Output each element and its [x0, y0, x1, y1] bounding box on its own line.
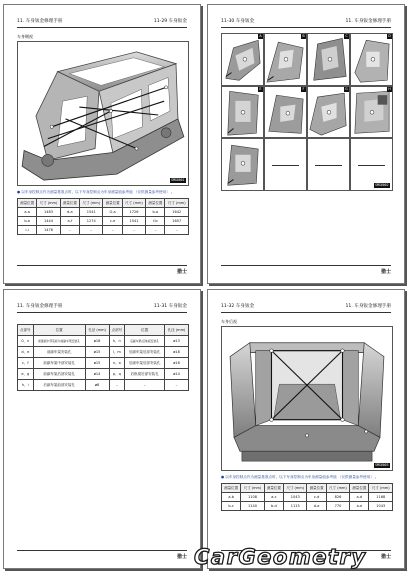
- manual-page-30: [207, 4, 405, 284]
- col-header: 位置: [33, 325, 85, 336]
- table-cell: a-b: [222, 493, 241, 502]
- detail-illustration: [308, 34, 349, 85]
- col-header: 测量位置: [222, 484, 241, 493]
- table-cell: p、q: [109, 369, 125, 380]
- section-title: 11. 车身钣金修理手册: [345, 304, 391, 309]
- table-cell: –: [103, 226, 122, 235]
- car-body-rear-illustration: [222, 327, 392, 470]
- footer-divider: [17, 265, 187, 266]
- detail-view-d: [350, 33, 393, 86]
- detail-illustration: [351, 34, 392, 85]
- page-number: 11-32 车身钣金: [221, 304, 255, 309]
- figure-code: SMG0003: [375, 463, 389, 467]
- detail-view-f: [264, 86, 307, 139]
- col-header: 尺寸 (mm): [369, 484, 393, 493]
- table-row: [18, 226, 189, 235]
- table-cell: 1476: [37, 226, 60, 235]
- table-cell: ø15: [85, 347, 109, 358]
- detail-illustration: [351, 87, 392, 138]
- car-body-side-illustration: [18, 42, 188, 185]
- table-cell: 1444: [37, 217, 60, 226]
- detail-illustration: [265, 87, 306, 138]
- footer-divider: [221, 265, 391, 266]
- table-cell: k、n: [109, 336, 125, 347]
- detail-illustration: [308, 87, 349, 138]
- table-cell: ø16: [165, 358, 189, 369]
- col-header: 尺寸 (mm): [37, 199, 60, 208]
- table-cell: b-a: [18, 217, 37, 226]
- table-cell: 前副车架中部安装孔: [33, 358, 85, 369]
- table-cell: h、i: [18, 380, 34, 391]
- section-title: 11. 车身钣金修理手册: [17, 19, 63, 24]
- figure-code: SMG0001: [171, 178, 185, 182]
- table-cell: 1726: [122, 208, 145, 217]
- page-number: 11-30 车身钣金: [221, 19, 255, 24]
- view-letter: D: [388, 34, 391, 38]
- col-header: 测量位置: [103, 199, 122, 208]
- brand-wordmark: CarGeometry: [194, 545, 367, 569]
- col-header: 孔径 (mm): [85, 325, 109, 336]
- table-cell: 1607: [165, 217, 189, 226]
- table-cell: a-e: [350, 502, 369, 511]
- table-row: [18, 380, 189, 391]
- table-cell: c-e: [103, 217, 122, 226]
- col-header: 尺寸 (mm): [122, 199, 145, 208]
- detail-illustration: [222, 34, 263, 85]
- table-header-row: [18, 325, 189, 336]
- view-letter: G: [345, 86, 348, 91]
- table-cell: 后副车架/后地板安装孔: [125, 336, 165, 347]
- table-cell: ø14: [85, 369, 109, 380]
- table-cell: 770: [326, 502, 349, 511]
- col-header: 尺寸 (mm): [284, 484, 307, 493]
- table-cell: 前副车架后部安装孔: [33, 369, 85, 380]
- table-cell: –: [165, 226, 189, 235]
- col-header: 测量位置: [146, 199, 165, 208]
- table-row: [18, 369, 189, 380]
- detail-illustration: [222, 87, 263, 138]
- table-cell: 1115: [284, 502, 307, 511]
- page-footer-brand: 猎士: [380, 269, 391, 275]
- dimension-table: [17, 198, 189, 235]
- table-cell: c、f: [18, 358, 34, 369]
- table-cell: 前副车架安装孔: [33, 347, 85, 358]
- table-cell: 前围板中部底板与前副车架安装孔: [33, 336, 85, 347]
- table-row: [18, 336, 189, 347]
- header-divider: [221, 312, 391, 313]
- table-cell: a-a: [18, 208, 37, 217]
- table-cell: G-a: [103, 208, 122, 217]
- view-letter: C: [345, 34, 348, 38]
- table-cell: –: [122, 226, 145, 235]
- col-header: 位置: [125, 325, 165, 336]
- table-cell: 后副车架后部安装孔: [125, 347, 165, 358]
- col-header: 测量位置: [307, 484, 326, 493]
- detail-view-i: [221, 138, 264, 191]
- table-cell: 后副车架前部安装孔: [33, 380, 85, 391]
- table-cell: a-d: [350, 493, 369, 502]
- detail-illustration: [265, 34, 306, 85]
- detail-view-a: [221, 33, 264, 86]
- view-letter: E: [259, 86, 262, 91]
- detail-view-e: [221, 86, 264, 139]
- manual-page-32: [207, 289, 405, 569]
- table-row: [222, 493, 393, 502]
- table-cell: 1043: [369, 502, 393, 511]
- figure-code: SMG0002: [375, 182, 389, 187]
- table-cell: –: [60, 226, 79, 235]
- table-cell: ø13: [165, 336, 189, 347]
- table-cell: 1168: [369, 493, 393, 502]
- table-cell: 1043: [284, 493, 307, 502]
- col-header: 测量位置: [60, 199, 79, 208]
- table-cell: ø18: [85, 336, 109, 347]
- view-letter: F: [302, 86, 305, 91]
- table-cell: ø18: [165, 347, 189, 358]
- table-row: [18, 217, 189, 226]
- col-header: 点部号: [109, 325, 125, 336]
- table-cell: b-a: [146, 208, 165, 217]
- col-header: 尺寸 (mm): [80, 199, 103, 208]
- table-cell: –: [165, 380, 189, 391]
- table-cell: n、o: [109, 358, 125, 369]
- table-cell: b-c: [222, 502, 241, 511]
- col-header: 测量位置: [350, 484, 369, 493]
- dimension-table: [221, 483, 393, 511]
- figure-subtitle: 车身后视: [221, 319, 237, 324]
- table-cell: –: [125, 380, 165, 391]
- page-number: 11-29 车身钣金: [153, 19, 187, 24]
- col-header: 孔径 (mm): [165, 325, 189, 336]
- manual-page-29: [3, 4, 201, 284]
- table-cell: 1642: [165, 208, 189, 217]
- view-letter: H: [388, 86, 391, 91]
- table-cell: i-i: [18, 226, 37, 235]
- col-header: 测量位置: [264, 484, 283, 493]
- view-letter: A: [259, 34, 262, 38]
- col-header: 点部号: [18, 325, 34, 336]
- section-title: 11. 车身钣金修理手册: [345, 19, 391, 24]
- body-rear-figure: [221, 326, 393, 471]
- detail-view-h: [350, 86, 393, 139]
- table-cell: –: [109, 380, 125, 391]
- table-row: [18, 347, 189, 358]
- page-number: 11-31 车身钣金: [153, 304, 187, 309]
- page-header: [17, 17, 187, 26]
- table-cell: l、m: [109, 347, 125, 358]
- page-footer-brand: 猎士: [176, 554, 187, 560]
- col-header: 尺寸 (mm): [326, 484, 349, 493]
- table-cell: 826: [326, 493, 349, 502]
- table-row: [18, 358, 189, 369]
- col-header: 尺寸 (mm): [241, 484, 264, 493]
- col-header: 测量位置: [18, 199, 37, 208]
- measurement-note: ● 以车身控制点作为测量基准点时，以下车身控制点为车身测量值参考值 （仅供测量参考使用） 。: [221, 475, 379, 479]
- table-cell: –: [80, 226, 103, 235]
- blank-line: [272, 165, 299, 166]
- table-cell: 后副车架后部安装孔: [125, 358, 165, 369]
- section-title: 11. 车身钣金修理手册: [17, 304, 63, 309]
- blank-line: [358, 165, 385, 166]
- table-header-row: [222, 484, 393, 493]
- table-cell: d-a: [60, 208, 79, 217]
- hole-spec-table: [17, 324, 189, 391]
- manual-page-31: [3, 289, 201, 569]
- table-cell: d-a: [307, 502, 326, 511]
- page-footer-brand: 猎士: [380, 554, 391, 560]
- table-cell: b-d: [264, 502, 283, 511]
- detail-view-blank: [264, 138, 307, 191]
- table-cell: 1108: [241, 493, 264, 502]
- detail-view-blank: [350, 138, 393, 191]
- table-cell: 1541: [80, 208, 103, 217]
- table-cell: c-d: [307, 493, 326, 502]
- page-footer-brand: 猎士: [176, 269, 187, 275]
- table-cell: e、g: [18, 369, 34, 380]
- table-cell: 1140: [241, 502, 264, 511]
- detail-view-c: [307, 33, 350, 86]
- table-cell: ø14: [165, 369, 189, 380]
- table-cell: a-c: [264, 493, 283, 502]
- page-header: [17, 302, 187, 311]
- cargeometry-logo: [190, 546, 402, 570]
- table-cell: 1274: [80, 217, 103, 226]
- detail-view-b: [264, 33, 307, 86]
- table-cell: a-f: [60, 217, 79, 226]
- table-cell: 1541: [122, 217, 145, 226]
- table-cell: 0、n: [18, 336, 34, 347]
- measurement-note: ● 以车身控制点作为测量基准点时，以下车身控制点为车身测量值参考值 （仅供测量参考使用） 。: [17, 190, 175, 194]
- detail-view-blank: [307, 138, 350, 191]
- table-cell: d、e: [18, 347, 34, 358]
- detail-view-g: [307, 86, 350, 139]
- detail-views-grid: [221, 33, 393, 191]
- col-header: 尺寸 (mm): [165, 199, 189, 208]
- body-side-figure: [17, 41, 189, 186]
- view-letter: B: [302, 34, 305, 38]
- figure-subtitle: 车身侧视: [17, 34, 33, 39]
- header-divider: [17, 27, 187, 28]
- page-header: [221, 302, 391, 311]
- table-cell: 1483: [37, 208, 60, 217]
- blank-line: [315, 165, 342, 166]
- table-cell: –: [146, 226, 165, 235]
- detail-illustration: [222, 139, 263, 190]
- table-cell: ø8: [85, 380, 109, 391]
- header-divider: [221, 27, 391, 28]
- table-cell: 后纵梁后部安装孔: [125, 369, 165, 380]
- table-row: [222, 502, 393, 511]
- page-header: [221, 17, 391, 26]
- table-cell: ø15: [85, 358, 109, 369]
- table-cell: f-b: [146, 217, 165, 226]
- table-row: [18, 208, 189, 217]
- footer-divider: [17, 550, 187, 551]
- header-divider: [17, 312, 187, 313]
- table-header-row: [18, 199, 189, 208]
